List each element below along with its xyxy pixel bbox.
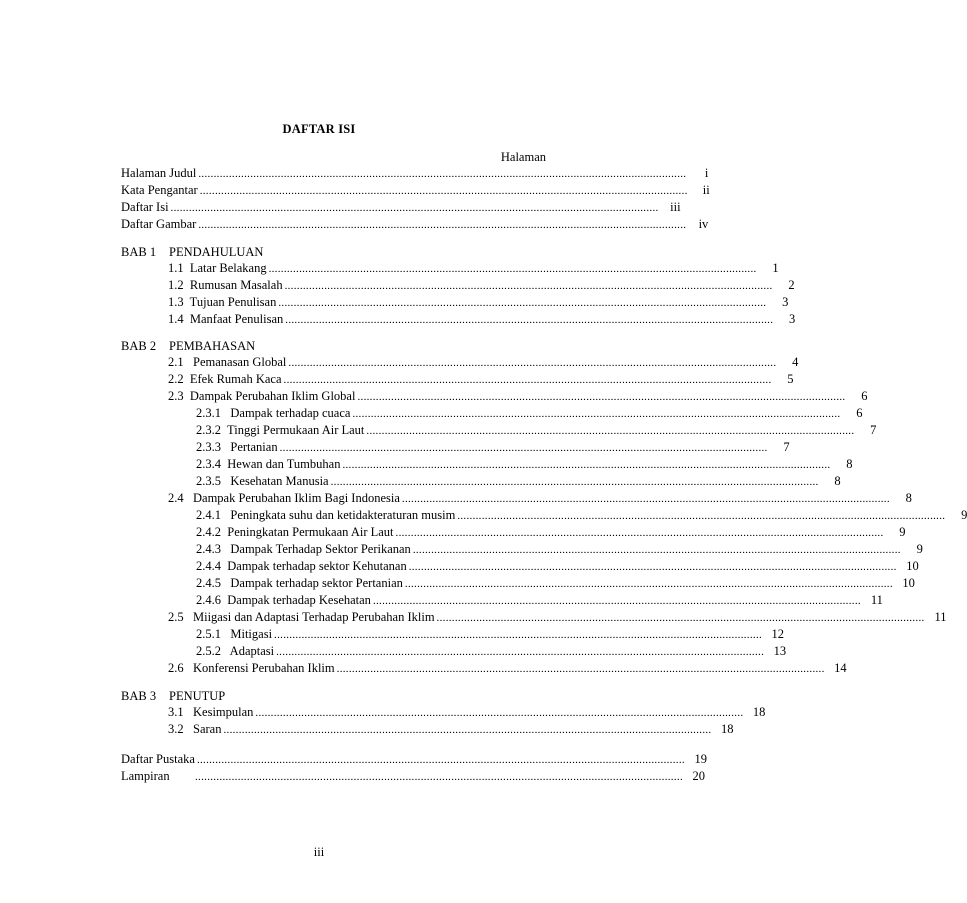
toc-entry-page: 1: [772, 261, 779, 275]
toc-entry-label: 2.4.4 Dampak terhadap sektor Kehutanan: [196, 559, 407, 573]
toc-entry-label: 1.3 Tujuan Penulisan: [168, 295, 277, 309]
chapter-heading-bab1[interactable]: [121, 244, 263, 260]
leader-dots: ................................................................................................................................................................: [255, 707, 744, 719]
toc-entry[interactable]: [196, 575, 915, 591]
toc-entry-page: ii: [702, 183, 710, 197]
toc-entry[interactable]: [196, 405, 863, 421]
toc-entry[interactable]: [168, 260, 779, 276]
toc-entry-label: 2.6 Konferensi Perubahan Iklim: [168, 661, 335, 675]
leader-dots: ................................................................................................................................................................: [330, 476, 819, 488]
leader-dots: ................................................................................................................................................................: [274, 629, 763, 641]
toc-entry[interactable]: [168, 371, 794, 387]
toc-entry-label: 2.4.5 Dampak terhadap sektor Pertanian: [196, 576, 403, 590]
toc-entry[interactable]: [196, 507, 967, 523]
toc-entry-label: 2.4 Dampak Perubahan Iklim Bagi Indonesia: [168, 491, 400, 505]
leader-dots: ................................................................................................................................................................: [357, 391, 846, 403]
toc-entry-label: 2.2 Efek Rumah Kaca: [168, 372, 282, 386]
toc-entry-page: 4: [792, 355, 799, 369]
leader-dots: ................................................................................................................................................................: [401, 493, 890, 505]
toc-entry-label: 2.3.5 Kesehatan Manusia: [196, 474, 329, 488]
toc-entry-page: 10: [902, 576, 915, 590]
toc-entry-label: 2.3.1 Dampak terhadap cuaca: [196, 406, 351, 420]
leader-dots: ................................................................................................................................................................: [408, 561, 897, 573]
toc-entry[interactable]: [168, 294, 789, 310]
leader-dots: ................................................................................................................................................................: [195, 771, 683, 783]
leader-dots: ................................................................................................................................................................: [198, 219, 687, 231]
toc-entry-label: 2.5 Miigasi dan Adaptasi Terhadap Perubahan Iklim: [168, 610, 435, 624]
toc-entry[interactable]: [196, 456, 853, 472]
leader-dots: ................................................................................................................................................................: [198, 168, 687, 180]
toc-entry-page: 9: [961, 508, 967, 522]
toc-entry-label: Daftar Gambar: [121, 217, 197, 231]
leader-dots: ................................................................................................................................................................: [199, 185, 688, 197]
toc-entry[interactable]: [168, 660, 847, 676]
toc-entry-page: 19: [694, 752, 707, 766]
toc-entry-lampiran[interactable]: [121, 768, 705, 784]
toc-entry-page: 3: [782, 295, 789, 309]
toc-entry-page: 2: [788, 278, 795, 292]
toc-entry-label: 1.1 Latar Belakang: [168, 261, 267, 275]
toc-entry-label: 2.5.2 Adaptasi: [196, 644, 275, 658]
toc-entry-label: 3.1 Kesimpulan: [168, 705, 254, 719]
toc-entry-page: 6: [861, 389, 868, 403]
toc-entry-kata-pengantar[interactable]: [121, 182, 710, 198]
toc-entry-label: 1.4 Manfaat Penulisan: [168, 312, 284, 326]
toc-entry[interactable]: [196, 626, 785, 642]
toc-entry-page: 5: [787, 372, 794, 386]
leader-dots: ................................................................................................................................................................: [395, 527, 884, 539]
toc-entry-label: Daftar Isi: [121, 200, 169, 214]
toc-entry-page: 11: [934, 610, 947, 624]
leader-dots: ................................................................................................................................................................: [196, 754, 685, 766]
leader-dots: ................................................................................................................................................................: [404, 578, 893, 590]
toc-entry[interactable]: [196, 643, 787, 659]
toc-entry-label: 1.2 Rumusan Masalah: [168, 278, 283, 292]
leader-dots: ................................................................................................................................................................: [366, 425, 855, 437]
toc-entry-page: 13: [773, 644, 787, 658]
leader-dots: ................................................................................................................................................................: [457, 510, 946, 522]
toc-entry-page: 8: [905, 491, 912, 505]
toc-entry[interactable]: [196, 524, 906, 540]
leader-dots: ................................................................................................................................................................: [283, 374, 772, 386]
toc-entry-label: 2.3.2 Tinggi Permukaan Air Laut: [196, 423, 365, 437]
toc-entry-page: 18: [752, 705, 766, 719]
page-title: DAFTAR ISI: [282, 122, 356, 136]
toc-entry-daftar-pustaka[interactable]: [121, 751, 707, 767]
toc-entry-page: 3: [789, 312, 796, 326]
toc-entry-label: Lampiran: [121, 769, 170, 783]
toc-entry-page: 8: [846, 457, 853, 471]
toc-entry-label: Kata Pengantar: [121, 183, 198, 197]
toc-entry-page: iv: [698, 217, 709, 231]
toc-entry-halaman-judul[interactable]: [121, 165, 709, 181]
toc-entry-label: 2.4.3 Dampak Terhadap Sektor Perikanan: [196, 542, 411, 556]
toc-entry-label: 2.4.2 Peningkatan Permukaan Air Laut: [196, 525, 394, 539]
leader-dots: ................................................................................................................................................................: [278, 297, 767, 309]
leader-dots: ................................................................................................................................................................: [170, 202, 659, 214]
chapter-title: PEMBAHASAN: [169, 339, 256, 353]
halaman-column-header: Halaman: [500, 150, 546, 164]
leader-dots: ................................................................................................................................................................: [268, 263, 757, 275]
toc-entry[interactable]: [168, 609, 947, 625]
toc-entry-page: 10: [906, 559, 919, 573]
toc-entry-page: 20: [692, 769, 705, 783]
toc-entry-page: 12: [771, 627, 785, 641]
toc-entry[interactable]: [168, 704, 766, 720]
leader-dots: ................................................................................................................................................................: [279, 442, 768, 454]
toc-entry[interactable]: [168, 490, 912, 506]
toc-entry[interactable]: [196, 541, 923, 557]
toc-entry-page: 6: [856, 406, 863, 420]
leader-dots: ................................................................................................................................................................: [223, 724, 712, 736]
toc-entry-page: 14: [834, 661, 847, 675]
chapter-heading-bab3[interactable]: [121, 688, 225, 704]
chapter-heading-bab2[interactable]: [121, 338, 255, 354]
toc-entry-page: 11: [870, 593, 883, 607]
toc-entry-page: i: [704, 166, 709, 180]
leader-dots: ................................................................................................................................................................: [436, 612, 925, 624]
toc-entry-label: 2.3.3 Pertanian: [196, 440, 278, 454]
leader-dots: ................................................................................................................................................................: [336, 663, 825, 675]
leader-dots: ................................................................................................................................................................: [372, 595, 861, 607]
chapter-number: BAB 1: [121, 245, 157, 259]
toc-entry[interactable]: [168, 721, 734, 737]
page-number: iii: [313, 845, 325, 859]
leader-dots: ................................................................................................................................................................: [342, 459, 831, 471]
toc-entry-label: 2.4.6 Dampak terhadap Kesehatan: [196, 593, 371, 607]
leader-dots: ................................................................................................................................................................: [285, 314, 774, 326]
toc-entry-label: 2.4.1 Peningkata suhu dan ketidakteraturan musim: [196, 508, 456, 522]
toc-entry-label: 2.5.1 Mitigasi: [196, 627, 273, 641]
toc-entry-page: 7: [870, 423, 877, 437]
toc-entry-daftar-isi[interactable]: [121, 199, 681, 215]
toc-entry-label: 2.3.4 Hewan dan Tumbuhan: [196, 457, 341, 471]
leader-dots: ................................................................................................................................................................: [276, 646, 765, 658]
toc-entry-page: 9: [916, 542, 923, 556]
toc-entry-page: 7: [783, 440, 790, 454]
toc-entry[interactable]: [196, 473, 841, 489]
toc-entry-label: 2.3 Dampak Perubahan Iklim Global: [168, 389, 356, 403]
leader-dots: ................................................................................................................................................................: [412, 544, 901, 556]
toc-entry-label: 3.2 Saran: [168, 722, 222, 736]
toc-entry[interactable]: [168, 354, 799, 370]
toc-entry-page: iii: [670, 200, 681, 214]
toc-entry[interactable]: [168, 277, 795, 293]
toc-entry[interactable]: [196, 422, 877, 438]
toc-entry-label: Halaman Judul: [121, 166, 197, 180]
toc-entry-label: Daftar Pustaka: [121, 752, 195, 766]
toc-entry[interactable]: [168, 388, 868, 404]
toc-entry-daftar-gambar[interactable]: [121, 216, 709, 232]
toc-entry[interactable]: [196, 592, 883, 608]
leader-dots: ................................................................................................................................................................: [352, 408, 841, 420]
toc-entry[interactable]: [196, 439, 790, 455]
toc-entry[interactable]: [168, 311, 796, 327]
chapter-number: BAB 2: [121, 339, 157, 353]
leader-dots: ................................................................................................................................................................: [288, 357, 777, 369]
chapter-title: PENDAHULUAN: [169, 245, 264, 259]
toc-entry-page: 9: [899, 525, 906, 539]
leader-dots: ................................................................................................................................................................: [284, 280, 773, 292]
toc-entry-label: 2.1 Pemanasan Global: [168, 355, 287, 369]
chapter-title: PENUTUP: [169, 689, 226, 703]
toc-entry[interactable]: [196, 558, 919, 574]
toc-entry-page: 8: [834, 474, 841, 488]
toc-entry-page: 18: [720, 722, 734, 736]
chapter-number: BAB 3: [121, 689, 157, 703]
